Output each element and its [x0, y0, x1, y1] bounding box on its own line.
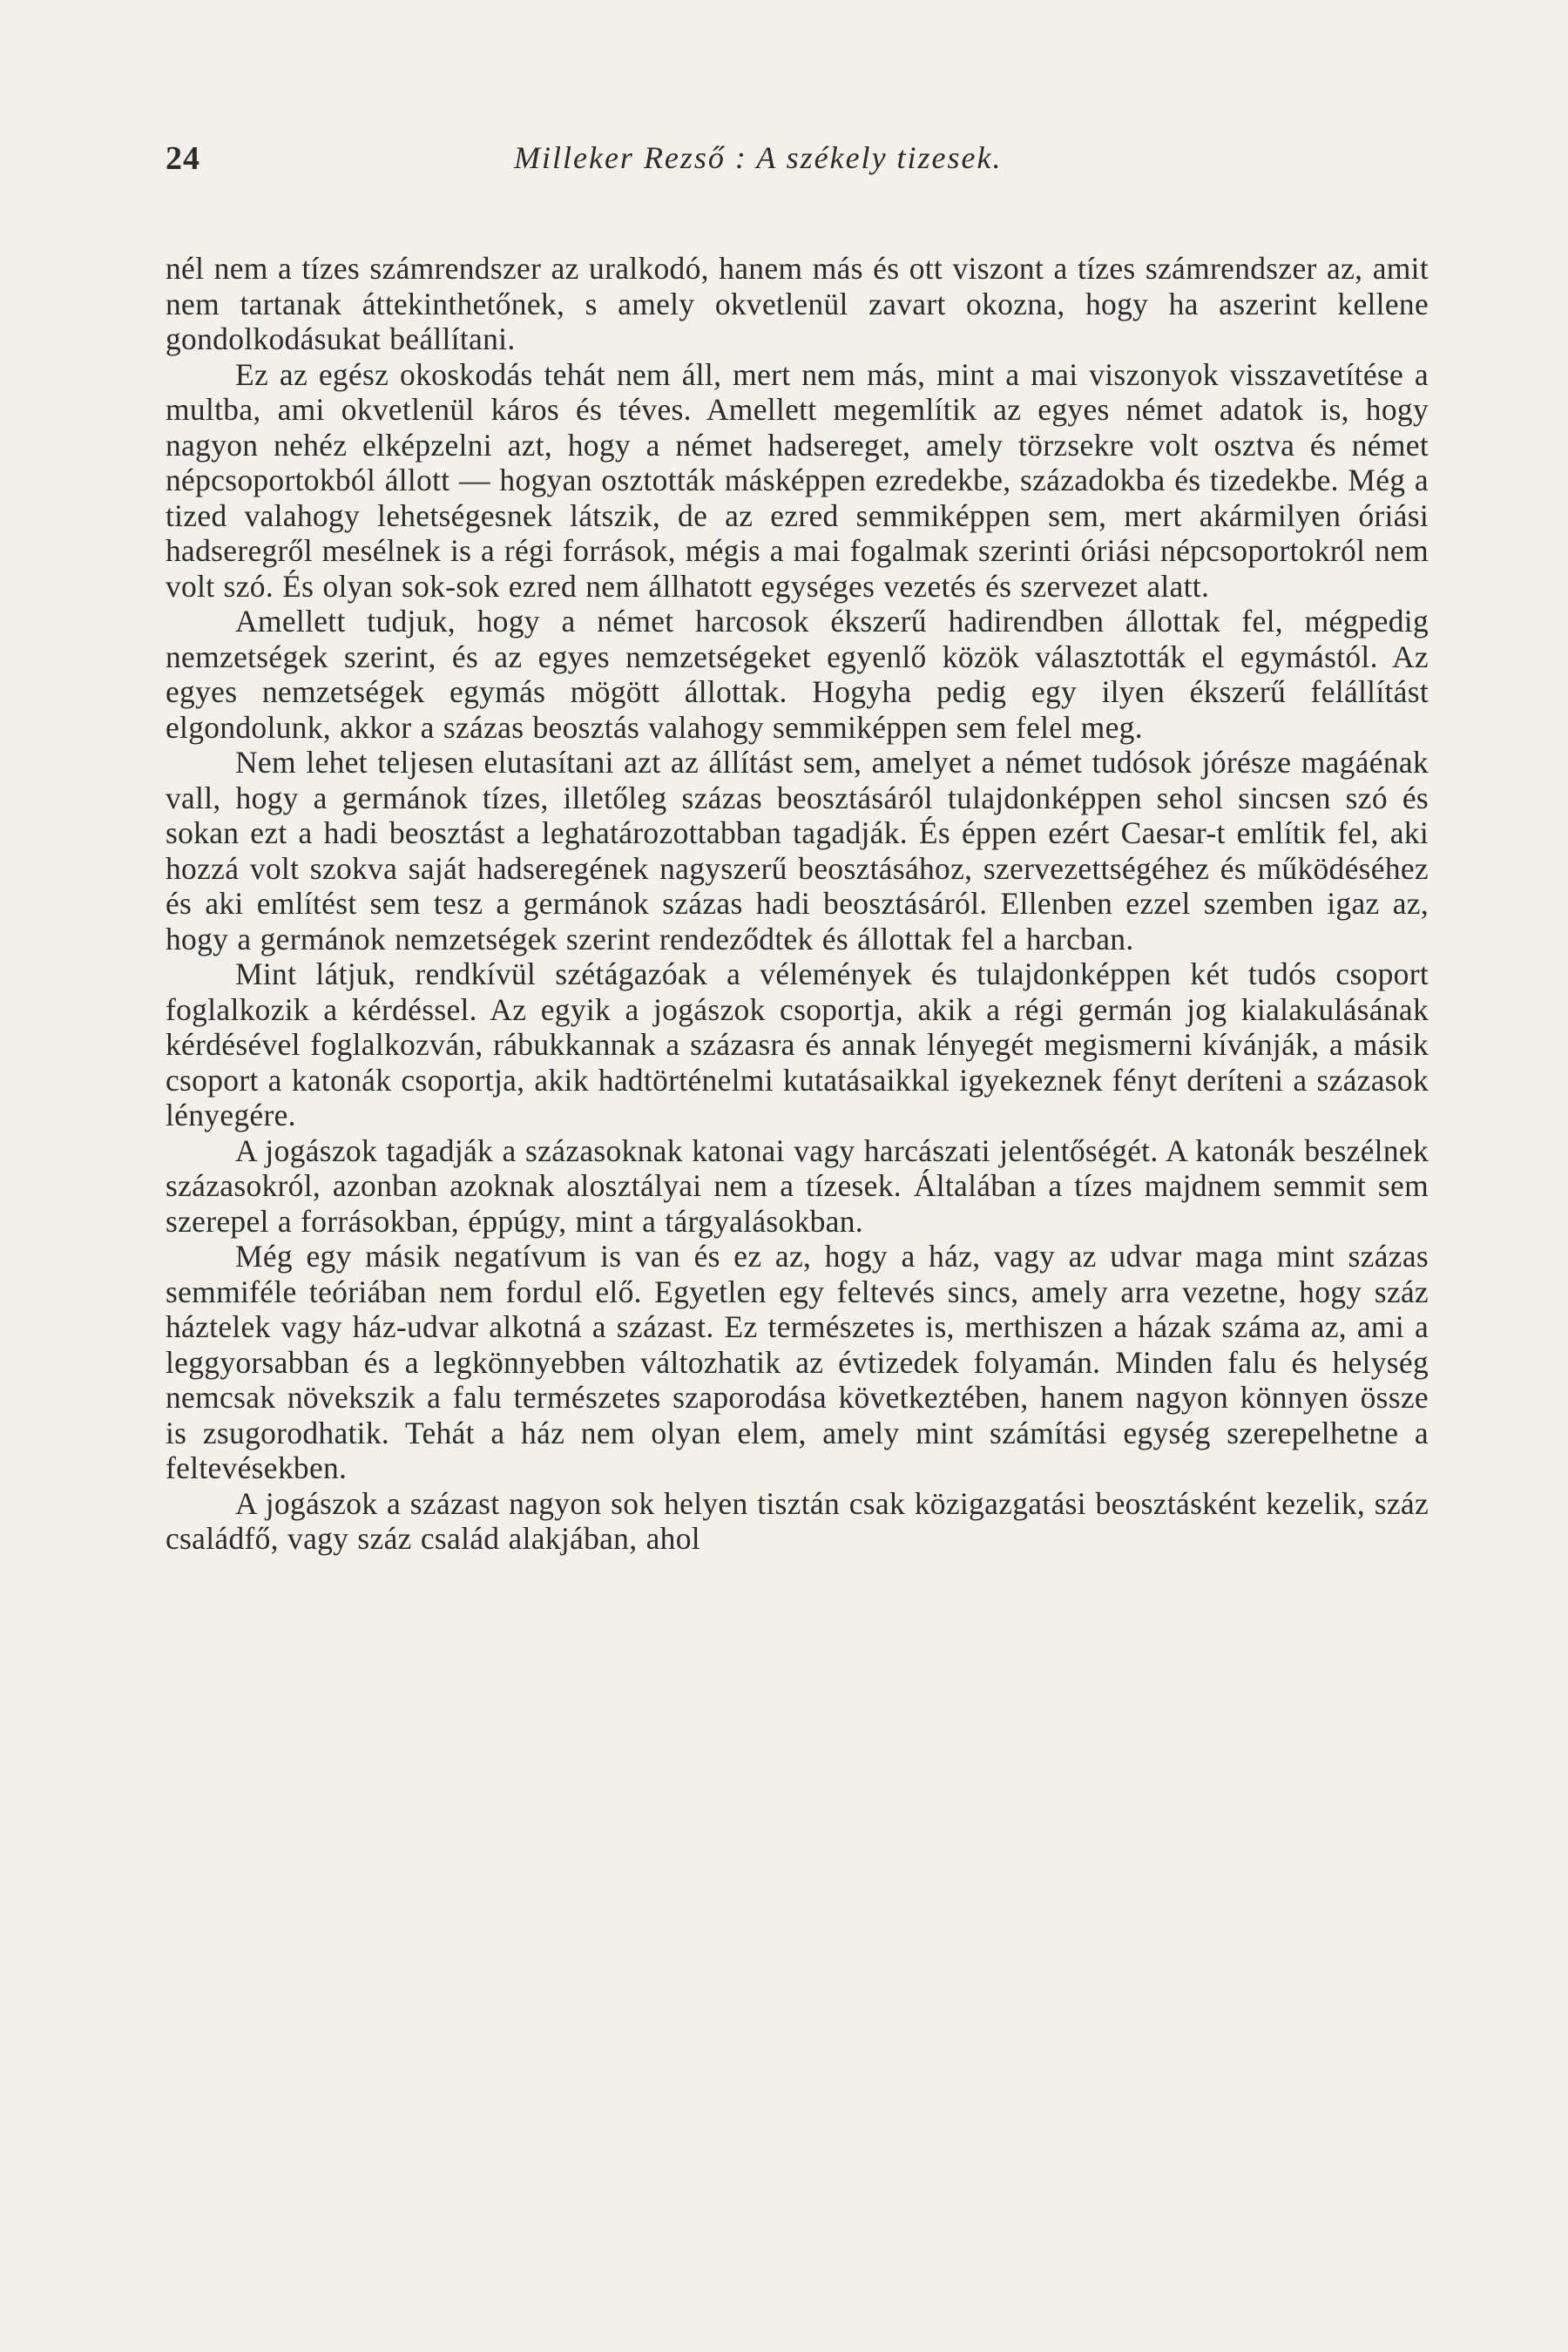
- running-title: Milleker Rezső : A székely tizesek.: [514, 140, 1003, 175]
- paragraph-8: A jogászok a százast nagyon sok helyen tisztán csak közigazgatási beosztásként kezelik, száz családfő, vagy száz család alakjában, ahol: [166, 1485, 1429, 1556]
- body-text: [166, 251, 1429, 1557]
- page-number: 24: [166, 140, 200, 177]
- paragraph-4: Nem lehet teljesen elutasítani azt az állítást sem, amelyet a német tudósok jórésze magáénak vall, hogy a germánok tízes, illetőleg százas beosztásáról tulajdonképpen sehol sincsen szó és sokan ezt a hadi beosztást a leghatározottabban tagadják. És éppen ezért Caesar-t említik fel, aki hozzá volt szokva saját hadseregének nagyszerű beosztásához, szervezettségéhez és működéséhez és aki említést sem tesz a germánok százas hadi beosztásáról. Ellenben ezzel szemben igaz az, hogy a germánok nemzetségek szerint rendeződtek és állottak fel a harcban.: [166, 745, 1429, 956]
- paragraph-1: nél nem a tízes számrendszer az uralkodó, hanem más és ott viszont a tízes számrendszer az, amit nem tartanak áttekinthetőnek, s amely okvetlenül zavart okozna, hogy ha aszerint kellene gondolkodásukat beállítani.: [166, 251, 1429, 356]
- running-head: [166, 139, 1429, 183]
- paragraph-6: A jogászok tagadják a százasoknak katonai vagy harcászati jelentőségét. A katonák beszélnek százasokról, azonban azoknak alosztályai nem a tízesek. Általában a tízes majdnem semmit sem szerepel a forrásokban, éppúgy, mint a tárgyalásokban.: [166, 1132, 1429, 1239]
- paragraph-5: Mint látjuk, rendkívül szétágazóak a vélemények és tulajdonképpen két tudós csoport foglalkozik a kérdéssel. Az egyik a jogászok csoportja, akik a régi germán jog kialakulásának kérdésével foglalkozván, rábukkannak a százasra és annak lényegét megismerni kívánják, a másik csoport a katonák csoportja, akik hadtörténelmi kutatásaikkal igyekeznek fényt deríteni a százasok lényegére.: [166, 956, 1429, 1132]
- paragraph-7: Még egy másik negatívum is van és ez az, hogy a ház, vagy az udvar maga mint százas semmiféle teóriában nem fordul elő. Egyetlen egy feltevés sincs, amely arra vezetne, hogy száz háztelek vagy ház-udvar alkotná a százast. Ez természetes is, merthiszen a házak száma az, ami a leggyorsabban és a legkönnyebben változhatik az évtizedek folyamán. Minden falu és helység nemcsak növekszik a falu természetes szaporodása következtében, hanem nagyon könnyen össze is zsugorodhatik. Tehát a ház nem olyan elem, amely mint számítási egység szerepelhetne a feltevésekben.: [166, 1239, 1429, 1485]
- paragraph-3: Amellett tudjuk, hogy a német harcosok ékszerű hadirendben állottak fel, mégpedig nemzetségek szerint, és az egyes nemzetségeket egyenlő közök választották el egymástól. Az egyes nemzetségek egymás mögött állottak. Hogyha pedig egy ilyen ékszerű felállítást elgondolunk, akkor a százas beosztás valahogy semmiképpen sem felel meg.: [166, 604, 1429, 745]
- paragraph-2: Ez az egész okoskodás tehát nem áll, mert nem más, mint a mai viszonyok visszavetítése a multba, ami okvetlenül káros és téves. Amellett megemlítik az egyes német adatok is, hogy nagyon nehéz elképzelni azt, hogy a német hadsereget, amely törzsekre volt osztva és német népcsoportokból állott — hogyan osztották másképpen ezredekbe, századokba és tizedekbe. Még a tized valahogy lehetségesnek látszik, de az ezred semmiképpen sem, mert akármilyen óriási hadseregről mesélnek is a régi források, mégis a mai fogalmak szerinti óriási népcsoportokról nem volt szó. És olyan sok-sok ezred nem állhatott egységes vezetés és szervezet alatt.: [166, 356, 1429, 604]
